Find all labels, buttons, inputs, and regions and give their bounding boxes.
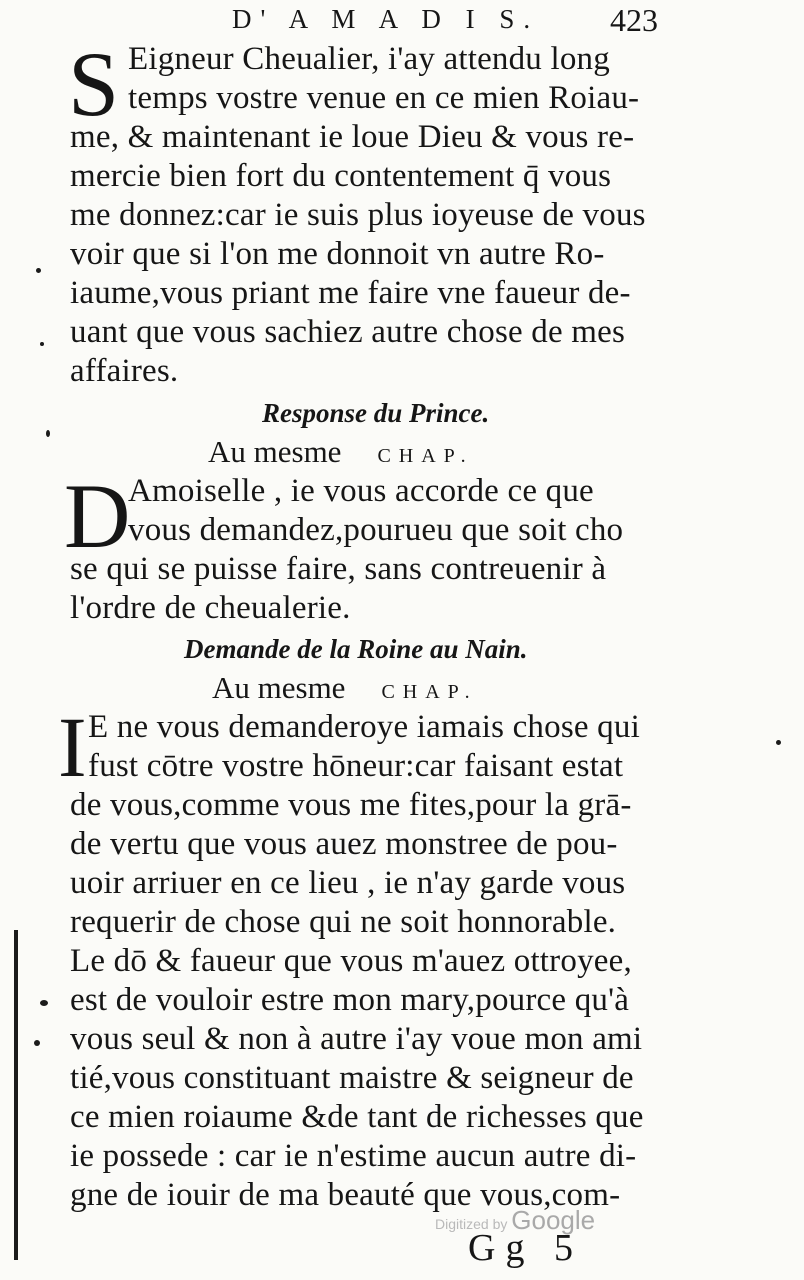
ink-speck (36, 268, 41, 273)
text-line: l'ordre de cheualerie. (70, 590, 351, 626)
running-title: D' A M A D I S. (232, 4, 540, 34)
chapter-label: CHAP. (381, 681, 478, 703)
chapter-reference (208, 434, 474, 470)
text-line: est de vouloir estre mon mary,pource qu'à (70, 982, 630, 1018)
page-number: 423 (610, 2, 658, 38)
text-line: de vertu que vous auez monstree de pou- (70, 826, 618, 862)
chapter-reference (212, 670, 478, 706)
text-line: fust cōtre vostre hōneur:car faisant estat (88, 748, 624, 784)
text-line: me, & maintenant ie loue Dieu & vous re- (70, 119, 635, 155)
text-line: vous seul & non à autre i'ay voue mon ami (70, 1021, 643, 1057)
text-line: de vous,comme vous me fites,pour la grā- (70, 787, 632, 823)
text-line: E ne vous demanderoye iamais chose qui (88, 709, 640, 745)
ink-speck (46, 430, 50, 437)
text-line: iaume,vous priant me faire vne faueur de- (70, 275, 631, 311)
text-line: gne de iouir de ma beauté que vous,com- (70, 1177, 621, 1213)
ink-speck (40, 342, 44, 346)
drop-cap-i: I (58, 699, 87, 795)
text-line: Le dō & faueur que vous m'auez ottroyee, (70, 943, 632, 979)
chapter-prefix: Au mesme (212, 670, 346, 705)
text-line: requerir de chose qui ne soit honnorable. (70, 904, 617, 940)
text-line: affaires. (70, 353, 179, 389)
drop-cap-d: D (64, 465, 131, 567)
text-line: me donnez:car ie suis plus ioyeuse de vous (70, 197, 646, 233)
chapter-label: CHAP. (377, 445, 474, 467)
text-line: se qui se puisse faire, sans contreuenir à (70, 551, 607, 587)
ink-speck (776, 740, 781, 745)
text-line: Amoiselle , ie vous accorde ce que (128, 473, 594, 509)
ink-speck (40, 1000, 48, 1006)
text-line: voir que si l'on me donnoit vn autre Ro- (70, 236, 605, 272)
text-line: uoir arriuer en ce lieu , ie n'ay garde vous (70, 865, 626, 901)
text-line: vous demandez,pourueu que soit cho (128, 512, 624, 548)
watermark-prefix: Digitized by (435, 1216, 508, 1232)
paragraph-prince-response (64, 465, 730, 628)
text-line: ie possede : car ie n'estime aucun autre di- (70, 1138, 637, 1174)
section-heading-queen-request: Demande de la Roine au Nain. (184, 634, 528, 664)
text-line: uant que vous sachiez autre chose de mes (70, 314, 626, 350)
text-line: mercie bien fort du contentement q̄ vous (70, 158, 612, 194)
text-line: tié,vous constituant maistre & seigneur de (70, 1060, 634, 1096)
drop-cap-s: S (68, 33, 120, 135)
chapter-prefix: Au mesme (208, 434, 342, 469)
text-line: ce mien roiaume &de tant de richesses que (70, 1099, 644, 1135)
paragraph-queen-request (58, 699, 730, 1215)
paragraph-queen-speech (68, 33, 730, 391)
text-line: Eigneur Cheualier, i'ay attendu long (128, 41, 610, 77)
text-line: temps vostre venue en ce mien Roiau- (128, 80, 640, 116)
ink-speck (34, 1040, 40, 1046)
binding-shadow (14, 930, 18, 1260)
signature-mark: Gg 5 (468, 1227, 583, 1269)
watermark-brand: Google (511, 1205, 596, 1235)
section-heading-prince: Response du Prince. (262, 398, 490, 428)
running-head (0, 4, 804, 44)
